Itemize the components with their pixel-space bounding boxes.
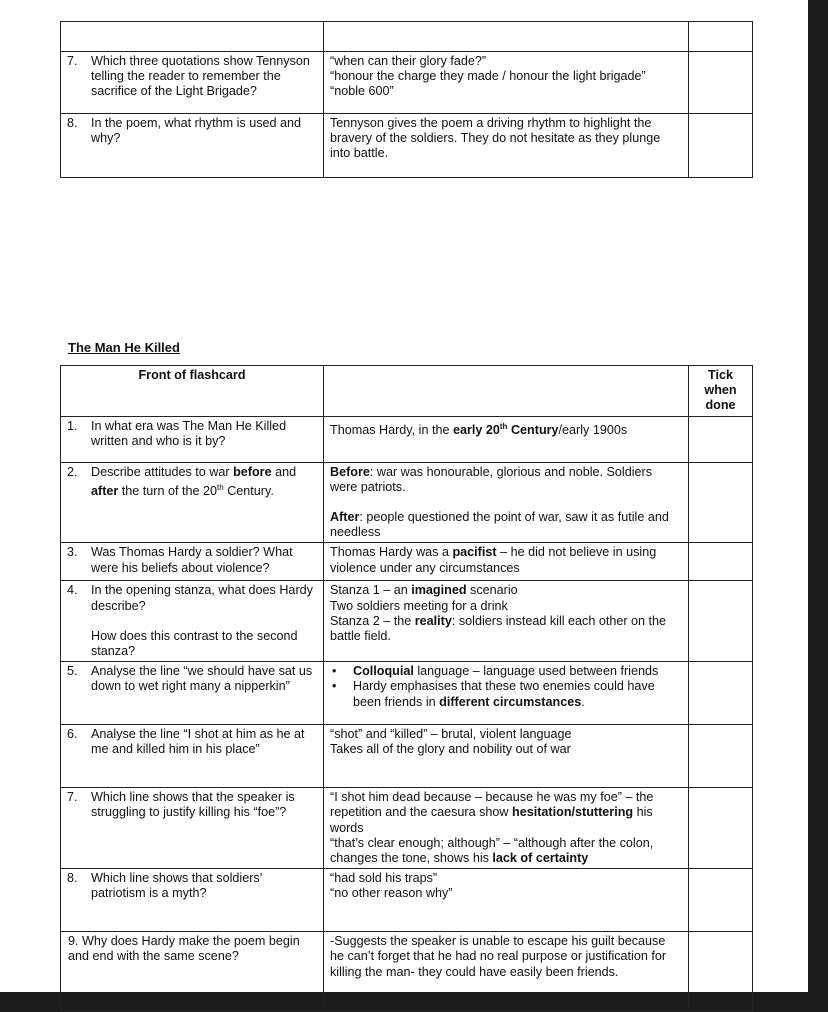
answer-text: his words	[330, 805, 653, 835]
tick-cell[interactable]	[689, 662, 753, 725]
question-cell	[61, 788, 324, 869]
empty-cell	[324, 22, 689, 52]
answer-text: “that’s clear enough; although” – “although after the colon, changes the tone, shows his	[330, 835, 654, 866]
tick-when-done-header: Tick when done	[689, 366, 753, 417]
answer-bold: different circumstances	[439, 694, 582, 709]
answer-text: Hardy emphasises that these two enemies could have been friends in	[353, 679, 655, 709]
front-of-flashcard-header: Front of flashcard	[61, 366, 324, 417]
superscript: th	[499, 421, 508, 431]
question-text: Which line shows that the speaker is struggling to justify killing his “foe”?	[91, 790, 295, 820]
answer-text: Thomas Hardy was a	[330, 545, 453, 560]
question-text: In the poem, what rhythm is used and why?	[91, 116, 302, 146]
table-row	[61, 114, 753, 178]
answer-cell	[324, 869, 689, 932]
answer-cell	[324, 416, 689, 462]
question-text: Which three quotations show Tennyson telling the reader to remember the sacrifice of the Light Brigade?	[91, 54, 310, 99]
tick-cell[interactable]	[689, 52, 753, 114]
question-text: In the opening stanza, what does Hardy describe?	[91, 583, 313, 613]
question-cell	[61, 869, 324, 932]
superscript: th	[217, 482, 224, 492]
question-number: 3.	[67, 545, 78, 560]
tick-cell[interactable]	[689, 543, 753, 581]
tick-cell[interactable]	[689, 932, 753, 1012]
table-row	[61, 462, 753, 543]
question-text: and	[271, 464, 297, 479]
answer-line: “noble 600”	[330, 84, 394, 99]
answer-cell	[324, 543, 689, 581]
table-row	[61, 543, 753, 581]
answer-cell	[324, 725, 689, 788]
table-row	[61, 869, 753, 932]
question-text: Was Thomas Hardy a soldier? What were his beliefs about violence?	[91, 545, 293, 575]
answer-bold: Century	[507, 422, 559, 437]
table-row	[61, 581, 753, 662]
answer-text: : people questioned the point of war, saw it as futile and needless	[330, 510, 669, 540]
question-text: Analyse the line “we should have sat us down to wet right many a nipperkin”	[91, 664, 313, 694]
table-row	[61, 52, 753, 114]
question-number: 8.	[67, 871, 78, 886]
question-cell	[61, 462, 324, 543]
question-bold: before	[233, 464, 272, 479]
answer-bold: Colloquial	[353, 664, 414, 679]
question-number: 1.	[67, 418, 78, 433]
answer-bold: early 20	[452, 422, 500, 437]
question-number: 5.	[67, 664, 78, 679]
answer-text: “I shot him dead because – because he was my foe” – the repetition and the caesura show	[330, 790, 654, 820]
charge-light-brigade-table	[60, 21, 753, 178]
question-text: Describe attitudes to war	[91, 464, 234, 479]
tick-cell[interactable]	[689, 416, 753, 462]
answer-cell	[324, 788, 689, 869]
table-row	[61, 662, 753, 725]
answer-line: “when can their glory fade?”	[330, 54, 487, 68]
question-text: Century.	[223, 484, 274, 498]
bullet-list	[330, 664, 682, 710]
table-row	[61, 725, 753, 788]
question-number: 7.	[67, 54, 78, 68]
tick-cell[interactable]	[689, 725, 753, 788]
question-cell	[61, 662, 324, 725]
answer-bold: pacifist	[452, 545, 497, 560]
header-row	[61, 366, 753, 417]
question-cell	[61, 114, 324, 178]
list-item	[330, 664, 682, 679]
question-number: 6.	[67, 727, 78, 742]
empty-cell	[61, 22, 324, 52]
answer-bold: reality	[414, 613, 452, 628]
tick-cell[interactable]	[689, 462, 753, 543]
tick-cell[interactable]	[689, 788, 753, 869]
answer-text: .	[581, 694, 585, 709]
table-row	[61, 932, 753, 1012]
answer-cell	[324, 114, 689, 178]
man-he-killed-table	[60, 365, 753, 1012]
answer-text: /early 1900s	[558, 422, 628, 437]
answer-text: Stanza 1 – an	[330, 583, 412, 598]
answer-text: scenario	[466, 583, 518, 598]
answer-line: Takes all of the glory and nobility out of war	[330, 742, 571, 757]
answer-line: Tennyson gives the poem a driving rhythm to highlight the bravery of the soldiers. They do not hesitate as they plunge into battle.	[330, 116, 661, 161]
answer-text: Stanza 2 – the	[330, 613, 415, 628]
question-number: 7.	[67, 790, 78, 805]
question-cell	[61, 581, 324, 662]
tick-cell[interactable]	[689, 869, 753, 932]
answer-cell	[324, 662, 689, 725]
question-text: the turn of the 20	[118, 484, 218, 498]
answer-bold: hesitation/stuttering	[512, 805, 634, 820]
empty-header-cell	[324, 366, 689, 417]
list-item	[330, 679, 682, 709]
before-label: Before	[330, 464, 370, 479]
table-row	[61, 788, 753, 869]
answer-cell: -Suggests the speaker is unable to escape his guilt because he can’t forget that he had no real purpose or justification for killing the man- they could have easily been friends.	[324, 932, 689, 1012]
answer-text: language – language used between friends	[413, 664, 659, 679]
question-cell	[61, 543, 324, 581]
answer-cell	[324, 52, 689, 114]
question-text: How does this contrast to the second stanza?	[91, 628, 298, 659]
question-bold: after	[91, 484, 119, 498]
question-number: 2.	[67, 464, 78, 479]
question-number: 8.	[67, 116, 78, 130]
answer-line: “no other reason why”	[330, 886, 453, 901]
answer-text: Thomas Hardy, in the	[330, 422, 453, 437]
table-row	[61, 22, 753, 52]
answer-text: : soldiers instead kill each other on the battle field.	[330, 613, 667, 644]
after-label: After	[330, 510, 360, 525]
question-cell	[61, 725, 324, 788]
answer-bold: imagined	[411, 583, 467, 598]
answer-line: “shot” and “killed” – brutal, violent language	[330, 727, 572, 742]
answer-line: “honour the charge they made / honour the light brigade”	[330, 69, 646, 84]
section-title: The Man He Killed	[68, 340, 180, 355]
question-cell: 9. Why does Hardy make the poem begin and end with the same scene?	[61, 932, 324, 1012]
question-cell	[61, 416, 324, 462]
answer-bold: lack of certainty	[492, 851, 589, 866]
empty-cell	[689, 22, 753, 52]
question-number: 4.	[67, 583, 78, 598]
question-text: Which line shows that soldiers’ patriotism is a myth?	[91, 871, 263, 901]
answer-text: – he did not believe in using violence under any circumstances	[330, 545, 657, 575]
table-row	[61, 416, 753, 462]
answer-cell	[324, 462, 689, 543]
question-cell	[61, 52, 324, 114]
answer-cell	[324, 581, 689, 662]
answer-text: : war was honourable, glorious and noble. Soldiers were patriots.	[330, 464, 653, 494]
answer-line: Two soldiers meeting for a drink	[330, 598, 508, 613]
question-text: Analyse the line “I shot at him as he at me and killed him in his place”	[91, 727, 305, 757]
tick-cell[interactable]	[689, 581, 753, 662]
answer-line: “had sold his traps”	[330, 871, 438, 886]
tick-cell[interactable]	[689, 114, 753, 178]
question-text: In what era was The Man He Killed written and who is it by?	[91, 418, 287, 448]
